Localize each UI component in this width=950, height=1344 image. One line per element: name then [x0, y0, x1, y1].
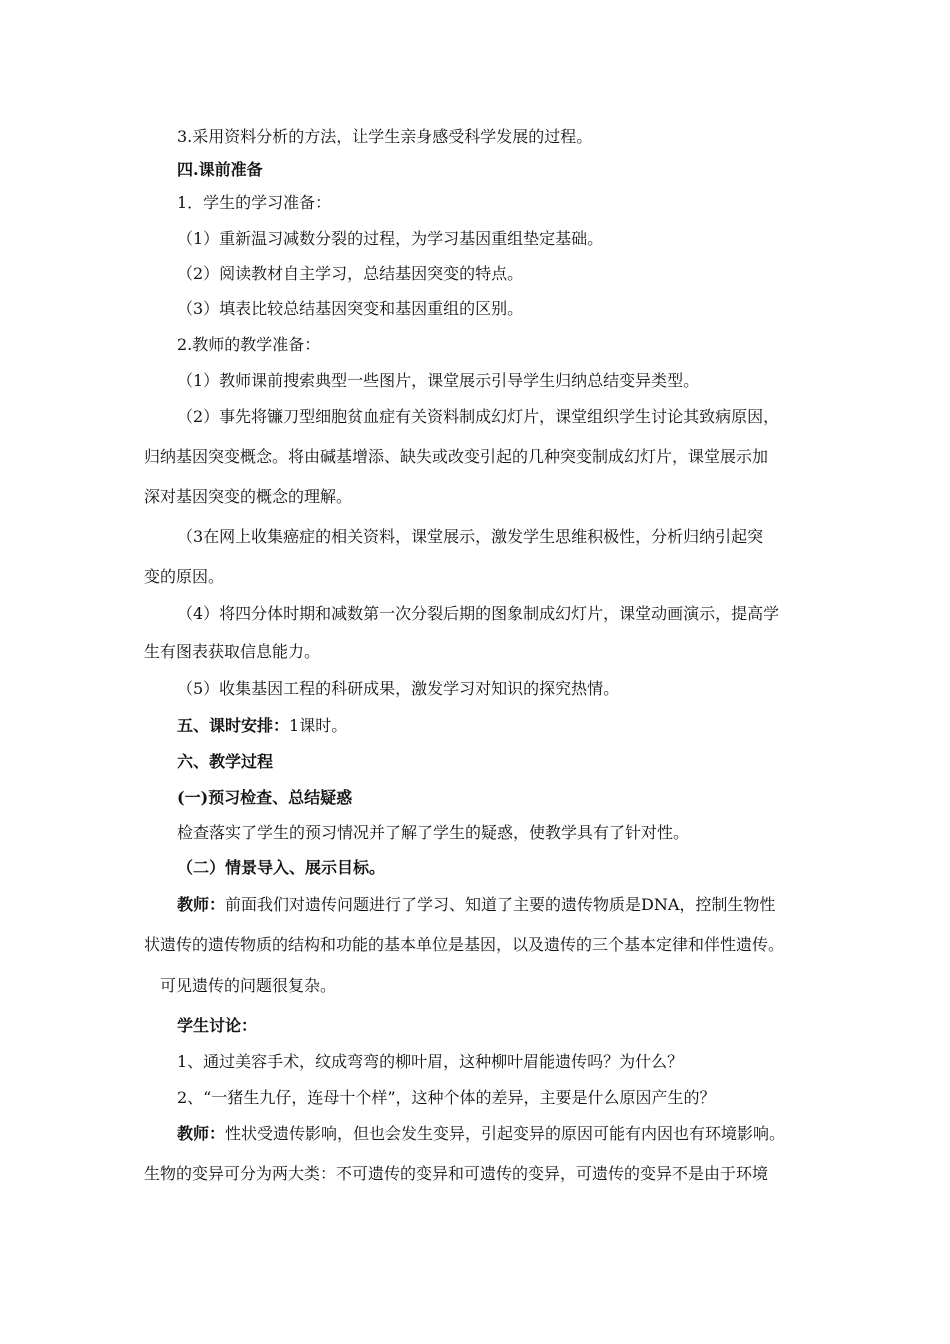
text-line: 教师：性状受遗传影响，但也会发生变异，引起变异的原因可能有内因也有环境影响。	[177, 1124, 786, 1143]
text-line: （5）收集基因工程的科研成果，激发学习对知识的探究热情。	[177, 679, 620, 698]
text-line: 2、“一猪生九仔，连母十个样”，这种个体的差异，主要是什么原因产生的？	[177, 1088, 716, 1107]
text-line: 生物的变异可分为两大类：不可遗传的变异和可遗传的变异，可遗传的变异不是由于环境	[144, 1164, 769, 1183]
text-line: （4）将四分体时期和减数第一次分裂后期的图象制成幻灯片，课堂动画演示，提高学	[177, 604, 780, 623]
text-line: 检查落实了学生的预习情况并了解了学生的疑惑，使教学具有了针对性。	[177, 823, 690, 842]
text-line: （2）阅读教材自主学习，总结基因突变的特点。	[177, 264, 524, 283]
text-line: （1）重新温习减数分裂的过程，为学习基因重组垫定基础。	[177, 229, 604, 248]
section-heading: 六、教学过程	[177, 752, 274, 771]
section-heading: 四.课前准备	[177, 160, 263, 179]
text-line: 归纳基因突变概念。将由碱基增添、缺失或改变引起的几种突变制成幻灯片，课堂展示加	[144, 447, 769, 466]
text-line: 3.采用资料分析的方法，让学生亲身感受科学发展的过程。	[177, 127, 593, 146]
text-line: 可见遗传的问题很复杂。	[160, 976, 337, 995]
speaker-label: 教师：	[177, 1124, 226, 1143]
text-line: 教师：前面我们对遗传问题进行了学习、知道了主要的遗传物质是DNA，控制生物性	[177, 895, 776, 914]
text-line: （1）教师课前搜索典型一些图片，课堂展示引导学生归纳总结变异类型。	[177, 371, 700, 390]
text-line: （3在网上收集癌症的相关资料，课堂展示，激发学生思维积极性，分析归纳引起突	[177, 527, 764, 546]
section-heading: (一)预习检查、总结疑惑	[177, 788, 353, 807]
text-line: 1．学生的学习准备：	[177, 193, 332, 212]
text-line: 生有图表获取信息能力。	[144, 642, 321, 661]
text-line: （3）填表比较总结基因突变和基因重组的区别。	[177, 299, 524, 318]
text-line: 1、通过美容手术，纹成弯弯的柳叶眉，这种柳叶眉能遗传吗？为什么？	[177, 1052, 684, 1071]
text-line: 变的原因。	[144, 567, 225, 586]
text-line: 状遗传的遗传物质的结构和功能的基本单位是基因，以及遗传的三个基本定律和伴性遗传。	[144, 935, 785, 954]
text-line: （2）事先将镰刀型细胞贫血症有关资料制成幻灯片，课堂组织学生讨论其致病原因，	[177, 407, 780, 426]
text-line: 2.教师的教学准备：	[177, 335, 321, 354]
speaker-label: 教师：	[177, 895, 226, 914]
schedule-value: 1课时。	[289, 716, 348, 735]
text-line	[177, 716, 347, 736]
text-line: 深对基因突变的概念的理解。	[144, 487, 353, 506]
section-heading: 学生讨论：	[177, 1016, 258, 1035]
schedule-label: 五、课时安排：	[177, 716, 290, 735]
section-heading: （二）情景导入、展示目标。	[177, 858, 386, 877]
